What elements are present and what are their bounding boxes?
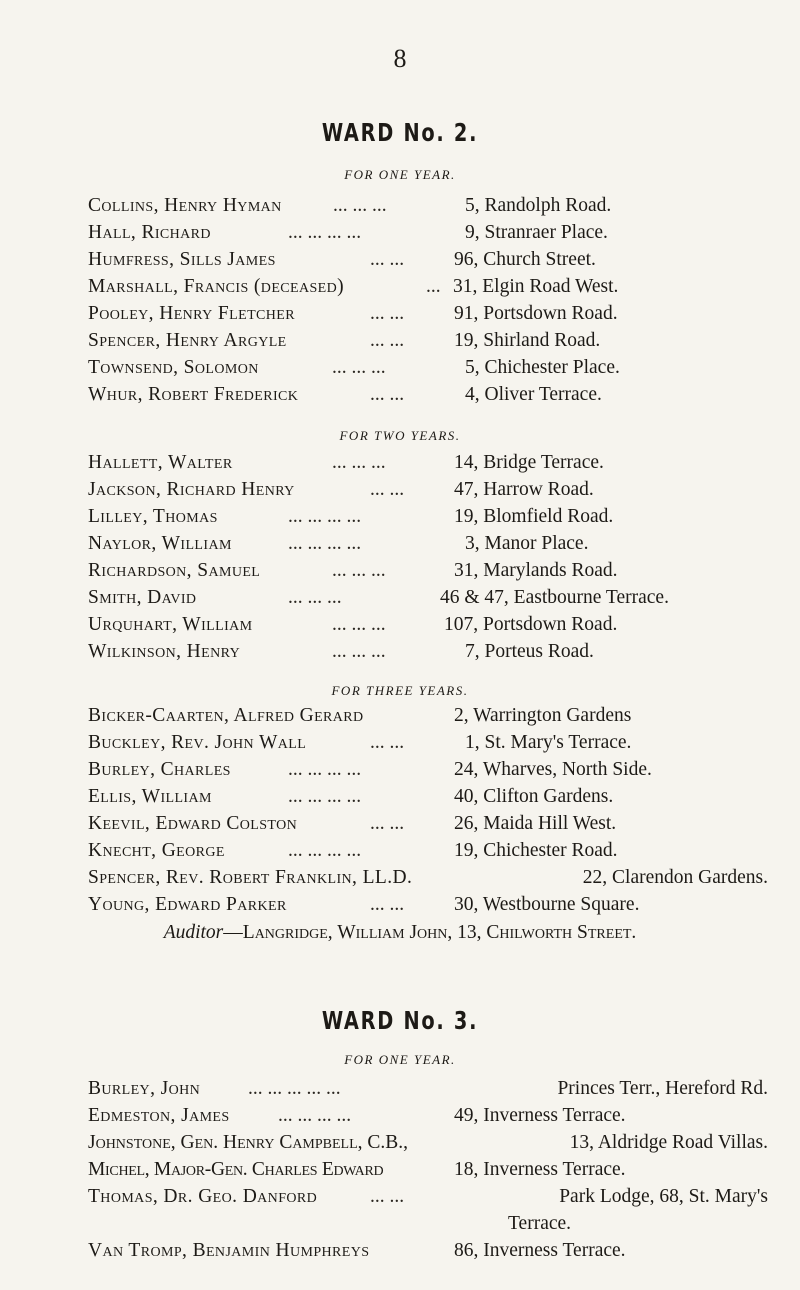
list-item	[88, 303, 768, 329]
leader-dots: ... ... ... ... ...	[248, 1078, 341, 1099]
member-name: Hall, Richard	[88, 222, 211, 243]
member-address: 18, Inverness Terrace.	[454, 1159, 626, 1180]
leader-dots: ... ...	[370, 303, 405, 324]
list-item	[88, 506, 768, 532]
list-item	[88, 1159, 768, 1185]
member-name: Young, Edward Parker	[88, 894, 287, 915]
ward-2-three-years-heading: FOR THREE YEARS.	[331, 683, 469, 698]
member-name: Keevil, Edward Colston	[88, 813, 298, 834]
leader-dots: ... ...	[370, 249, 405, 270]
member-address: 2, Warrington Gardens	[454, 705, 632, 726]
member-name: Johnstone, Gen. Henry Campbell, C.B.,	[88, 1132, 409, 1153]
member-address: 40, Clifton Gardens.	[454, 786, 614, 807]
page-number: 8	[393, 44, 407, 73]
member-address: 47, Harrow Road.	[454, 479, 594, 500]
ward-3-one-year-heading: FOR ONE YEAR.	[344, 1052, 456, 1067]
leader-dots: ... ...	[370, 732, 405, 753]
member-name: Lilley, Thomas	[88, 506, 218, 527]
leader-dots: ... ... ...	[288, 587, 342, 608]
leader-dots: ... ... ... ...	[288, 533, 362, 554]
member-name: Smith, David	[88, 587, 197, 608]
leader-dots: ... ...	[370, 384, 405, 405]
leader-dots: ... ... ...	[332, 560, 386, 581]
ward-2-two-years-heading: FOR TWO YEARS.	[339, 428, 461, 443]
member-name: Spencer, Rev. Robert Franklin, LL.D.	[88, 867, 413, 888]
leader-dots: ... ... ...	[332, 357, 386, 378]
member-address: 14, Bridge Terrace.	[454, 452, 604, 473]
ward-2-one-year-heading: FOR ONE YEAR.	[344, 167, 456, 182]
list-item	[88, 1186, 768, 1212]
leader-dots: ... ...	[370, 813, 405, 834]
leader-dots: ... ... ... ...	[288, 786, 362, 807]
member-address: 107, Portsdown Road.	[444, 614, 618, 635]
member-address: 46 & 47, Eastbourne Terrace.	[440, 587, 669, 608]
leader-dots: ... ...	[370, 479, 405, 500]
member-name: Van Tromp, Benjamin Humphreys	[88, 1240, 370, 1261]
member-name: Pooley, Henry Fletcher	[88, 303, 295, 324]
member-address: 26, Maida Hill West.	[454, 813, 617, 834]
leader-dots: ... ...	[370, 330, 405, 351]
member-address: 30, Westbourne Square.	[454, 894, 640, 915]
list-item	[88, 759, 768, 785]
member-address: 19, Shirland Road.	[454, 330, 601, 351]
list-item	[88, 560, 768, 586]
member-address: 96, Church Street.	[454, 249, 596, 270]
list-item	[88, 705, 768, 731]
member-name: Collins, Henry Hyman	[88, 195, 282, 216]
member-name: Urquhart, William	[88, 614, 253, 635]
leader-dots: ...	[426, 276, 441, 297]
member-name: Whur, Robert Frederick	[88, 384, 299, 405]
list-item	[88, 533, 768, 559]
member-name: Bicker-Caarten, Alfred Gerard	[88, 705, 364, 726]
member-name: Spencer, Henry Argyle	[88, 330, 287, 351]
member-address: 24, Wharves, North Side.	[454, 759, 652, 780]
member-address: 4, Oliver Terrace.	[465, 384, 602, 405]
member-name: Hallett, Walter	[88, 452, 233, 473]
list-item	[88, 614, 768, 640]
auditor-label: Auditor	[163, 922, 224, 943]
member-name: Humfress, Sills James	[88, 249, 276, 270]
member-address: 19, Chichester Road.	[454, 840, 618, 861]
list-item	[88, 786, 768, 812]
member-address: 3, Manor Place.	[465, 533, 589, 554]
member-address: 31, Marylands Road.	[454, 560, 618, 581]
member-address: 49, Inverness Terrace.	[454, 1105, 626, 1126]
member-address: 91, Portsdown Road.	[454, 303, 618, 324]
member-address: 5, Randolph Road.	[465, 195, 612, 216]
member-address: 22, Clarendon Gardens.	[582, 867, 768, 888]
leader-dots: ... ... ...	[332, 452, 386, 473]
leader-dots: ... ...	[370, 1186, 405, 1207]
list-item	[88, 479, 768, 505]
list-item	[88, 894, 768, 920]
ward-3-title: WARD No. 3.	[321, 1006, 479, 1035]
member-name: Jackson, Richard Henry	[88, 479, 295, 500]
member-address: Princes Terr., Hereford Rd.	[557, 1078, 768, 1099]
list-item	[88, 867, 768, 893]
ward-2-title: WARD No. 2.	[321, 118, 479, 147]
member-name: Burley, Charles	[88, 759, 231, 780]
member-address: 86, Inverness Terrace.	[454, 1240, 626, 1261]
member-address: 1, St. Mary's Terrace.	[465, 732, 632, 753]
member-address: 7, Porteus Road.	[465, 641, 594, 662]
list-item	[88, 1240, 768, 1266]
member-name: Burley, John	[88, 1078, 201, 1099]
member-name: Marshall, Francis (deceased)	[88, 276, 345, 297]
member-address: 5, Chichester Place.	[465, 357, 620, 378]
leader-dots: ... ... ... ...	[288, 840, 362, 861]
leader-dots: ... ... ... ...	[288, 506, 362, 527]
member-name: Naylor, William	[88, 533, 232, 554]
list-item	[88, 330, 768, 356]
list-item	[88, 249, 768, 275]
list-item	[88, 587, 768, 613]
auditor-name: —Langridge, William John, 13, Chilworth Street.	[223, 922, 637, 943]
leader-dots: ... ... ...	[333, 195, 387, 216]
leader-dots: ... ...	[370, 894, 405, 915]
list-item	[88, 1132, 768, 1158]
leader-dots: ... ... ... ...	[288, 222, 362, 243]
leader-dots: ... ... ...	[332, 641, 386, 662]
list-item	[88, 222, 768, 248]
member-address: 31, Elgin Road West.	[453, 276, 619, 297]
leader-dots: ... ... ... ...	[278, 1105, 352, 1126]
member-name: Edmeston, James	[88, 1105, 230, 1126]
member-address: Park Lodge, 68, St. Mary's	[559, 1186, 768, 1207]
leader-dots: ... ... ...	[332, 614, 386, 635]
list-item	[88, 1078, 768, 1104]
member-name: Knecht, George	[88, 840, 225, 861]
member-address: 9, Stranraer Place.	[465, 222, 608, 243]
list-item	[88, 641, 768, 667]
member-name: Wilkinson, Henry	[88, 641, 241, 662]
member-name: Richardson, Samuel	[88, 560, 261, 581]
member-name: Thomas, Dr. Geo. Danford	[88, 1186, 318, 1207]
list-item	[88, 452, 768, 478]
leader-dots: ... ... ... ...	[288, 759, 362, 780]
list-item	[88, 813, 768, 839]
address-continuation: Terrace.	[508, 1213, 572, 1234]
member-address: 13, Aldridge Road Villas.	[569, 1132, 768, 1153]
list-item	[88, 276, 768, 302]
list-item	[88, 357, 768, 383]
list-item	[88, 732, 768, 758]
list-item	[88, 840, 768, 866]
list-item	[88, 1105, 768, 1131]
member-name: Townsend, Solomon	[88, 357, 259, 378]
list-item	[88, 195, 768, 221]
member-address: 19, Blomfield Road.	[454, 506, 614, 527]
member-name: Buckley, Rev. John Wall	[88, 732, 307, 753]
auditor-line	[0, 922, 800, 944]
member-name: Michel, Major-Gen. Charles Edward	[88, 1159, 384, 1180]
list-item	[88, 384, 768, 410]
member-name: Ellis, William	[88, 786, 212, 807]
